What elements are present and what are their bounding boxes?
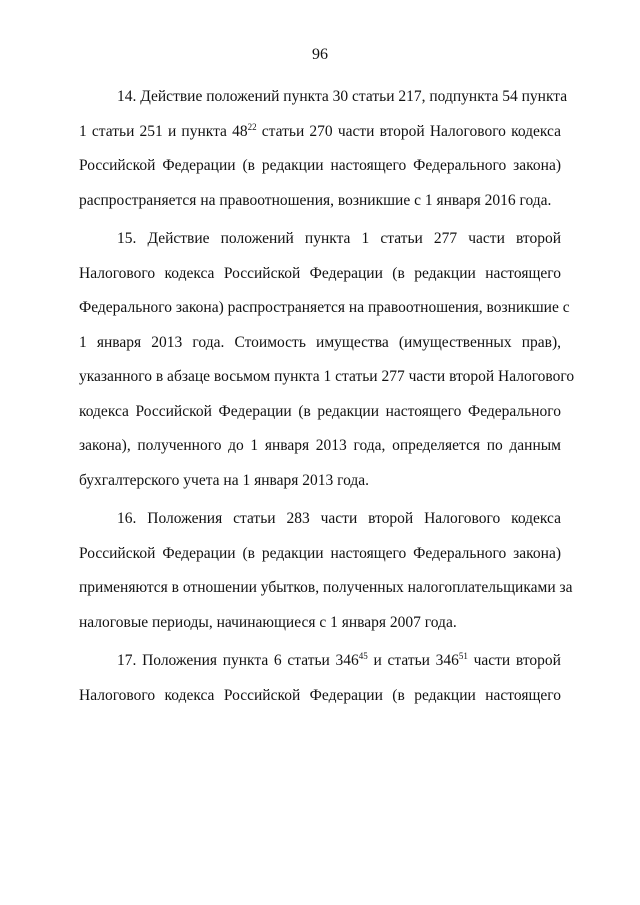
text-line: Российской Федерации (в редакции настоящего Федерального закона) xyxy=(79,157,561,174)
text-line xyxy=(79,644,561,679)
paragraph-14 xyxy=(79,80,568,218)
text-line: Федерального закона) распространяется на правоотношения, возникшие с xyxy=(79,299,570,316)
superscript: 51 xyxy=(458,651,468,661)
text-line: 16. Положения статьи 283 части второй Налогового кодекса xyxy=(117,510,561,527)
text-line: Российской Федерации (в редакции настоящего Федерального закона) xyxy=(79,544,561,562)
text-line: Налогового кодекса Российской Федерации (в редакции настоящего xyxy=(79,686,561,704)
paragraph-17 xyxy=(79,644,561,713)
text-line: Налогового кодекса Российской Федерации (в редакции настоящего xyxy=(79,264,561,282)
text-line: кодекса Российской Федерации (в редакции настоящего Федерального xyxy=(79,402,561,420)
superscript: 22 xyxy=(247,121,257,132)
text-line: закона), полученного до 1 января 2013 года, определяется по данным xyxy=(79,437,561,454)
text-segment: статьи 270 части второй Налогового кодекса xyxy=(256,122,561,140)
text-line: распространяется на правоотношения, возникшие с 1 января 2016 года. xyxy=(79,191,552,209)
text-line: 1 января 2013 года. Стоимость имущества (имущественных прав), xyxy=(79,333,561,351)
text-segment: и статьи 346 xyxy=(367,652,459,669)
text-line: бухгалтерского учета на 1 января 2013 года. xyxy=(79,471,370,489)
document-body xyxy=(79,80,575,713)
text-segment: 1 статьи 251 и пункта 48 xyxy=(79,122,248,140)
text-line: 15. Действие положений пункта 1 статьи 277 части второй xyxy=(117,230,561,247)
text-line xyxy=(79,115,561,150)
text-line: налоговые периоды, начинающиеся с 1 января 2007 года. xyxy=(79,613,457,631)
paragraph-15 xyxy=(79,222,575,498)
text-segment: 17. Положения пункта 6 статьи 346 xyxy=(117,652,359,669)
superscript: 45 xyxy=(358,651,368,661)
text-line: указанного в абзаце восьмом пункта 1 статьи 277 части второй Налогового xyxy=(79,368,575,385)
paragraph-16 xyxy=(79,502,573,640)
text-line: 14. Действие положений пункта 30 статьи 217, подпункта 54 пункта xyxy=(117,88,568,105)
page-number: 96 xyxy=(312,46,328,63)
text-segment: части второй xyxy=(467,652,561,669)
text-line: применяются в отношении убытков, полученных налогоплательщиками за xyxy=(79,579,573,596)
